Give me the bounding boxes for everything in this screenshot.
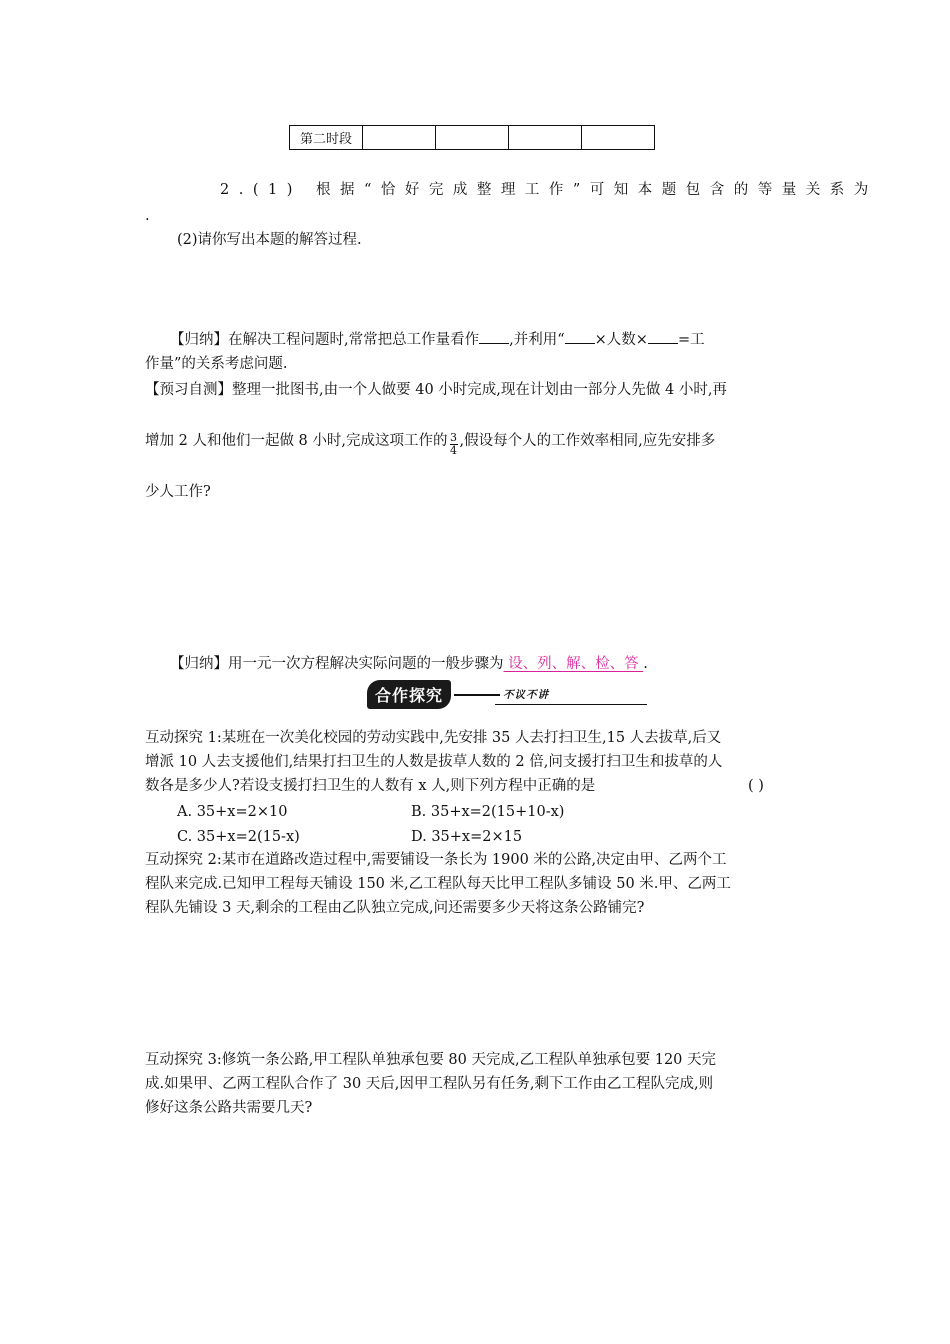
q2-part2: (2)请你写出本题的解答过程. bbox=[177, 232, 362, 248]
summary2-suffix: . bbox=[643, 656, 648, 672]
summary1-line1 bbox=[170, 329, 705, 351]
q2-part1: 2.(1) 根据“恰好完成整理工作”可知本题包含的等量关系为 bbox=[220, 182, 878, 198]
summary1-text-d: =工 bbox=[677, 332, 705, 348]
ex3-line2: 成.如果甲、乙两工程队合作了 30 天后,因甲工程队另有任务,剩下工作由乙工程队完成,则 bbox=[145, 1076, 714, 1092]
summary2-prefix: 【归纳】用一元一次方程解决实际问题的一般步骤为 bbox=[170, 656, 504, 672]
fraction bbox=[450, 433, 458, 456]
ex1-line2: 增派 10 人去支援他们,结果打扫卫生的人数是拔草人数的 2 倍,问支援打扫卫生和拔草的人 bbox=[145, 754, 723, 770]
fill-blank bbox=[565, 329, 595, 344]
summary1-text-a: 【归纳】在解决工程问题时,常常把总工作量看作 bbox=[170, 332, 480, 348]
banner-subtitle: 不议不讲 bbox=[503, 689, 550, 701]
fill-blank bbox=[648, 329, 678, 344]
option-b: B. 35+x=2(15+10-x) bbox=[411, 804, 565, 820]
preview-line1: 【预习自测】整理一批图书,由一个人做要 40 小时完成,现在计划由一部分人先做 4 小时,再 bbox=[145, 382, 727, 398]
summary1-line2: 作量”的关系考虑问题. bbox=[145, 356, 288, 372]
table-row bbox=[290, 126, 655, 150]
preview-line3: 少人工作? bbox=[145, 484, 211, 500]
answer-bracket: ( ) bbox=[748, 778, 764, 794]
table-cell bbox=[509, 126, 582, 150]
table-row-label: 第二时段 bbox=[290, 126, 363, 150]
option-a: A. 35+x=2×10 bbox=[177, 804, 288, 820]
banner-underline bbox=[495, 704, 647, 705]
ex1-line1: 互动探究 1:某班在一次美化校园的劳动实践中,先安排 35 人去打扫卫生,15 人去拔草,后又 bbox=[145, 730, 722, 746]
fill-blank bbox=[479, 329, 509, 344]
summary1-text-c: ×人数× bbox=[594, 332, 648, 348]
ex1-line3: 数各是多少人?若设支援打扫卫生的人数有 x 人,则下列方程中正确的是 bbox=[145, 778, 596, 794]
preview-text-b: ,假设每个人的工作效率相同,应先安排多 bbox=[459, 433, 716, 449]
fraction-numerator: 3 bbox=[450, 431, 457, 444]
banner-title: 合作探究 bbox=[367, 680, 451, 709]
ex2-line3: 程队先铺设 3 天,剩余的工程由乙队独立完成,问还需要多少天将这条公路铺完? bbox=[145, 900, 645, 916]
summary2-answer: 设、列、解、检、答 bbox=[503, 656, 644, 672]
q2-part1-end: . bbox=[145, 208, 150, 224]
ex2-line1: 互动探究 2:某市在道路改造过程中,需要铺设一条长为 1900 米的公路,决定由甲、乙两个工 bbox=[145, 852, 727, 868]
preview-text-a: 增加 2 人和他们一起做 8 小时,完成这项工作的 bbox=[145, 433, 448, 449]
ex3-line1: 互动探究 3:修筑一条公路,甲工程队单独承包要 80 天完成,乙工程队单独承包要 120 天完 bbox=[145, 1052, 716, 1068]
table-cell bbox=[363, 126, 436, 150]
banner-dash bbox=[454, 694, 500, 696]
summary2-line bbox=[170, 653, 648, 675]
fraction-denominator: 4 bbox=[450, 444, 457, 457]
ex3-line3: 修好这条公路共需要几天? bbox=[145, 1100, 313, 1116]
option-c: C. 35+x=2(15-x) bbox=[177, 829, 300, 845]
ex2-line2: 程队来完成.已知甲工程每天铺设 150 米,乙工程队每天比甲工程队多铺设 50 米.甲、乙两工 bbox=[145, 876, 731, 892]
time-period-table bbox=[289, 125, 655, 150]
section-banner bbox=[367, 680, 549, 709]
option-d: D. 35+x=2×15 bbox=[411, 829, 523, 845]
preview-line2 bbox=[145, 430, 715, 456]
table-cell bbox=[436, 126, 509, 150]
table-cell bbox=[582, 126, 655, 150]
summary1-text-b: ,并利用“ bbox=[509, 332, 565, 348]
